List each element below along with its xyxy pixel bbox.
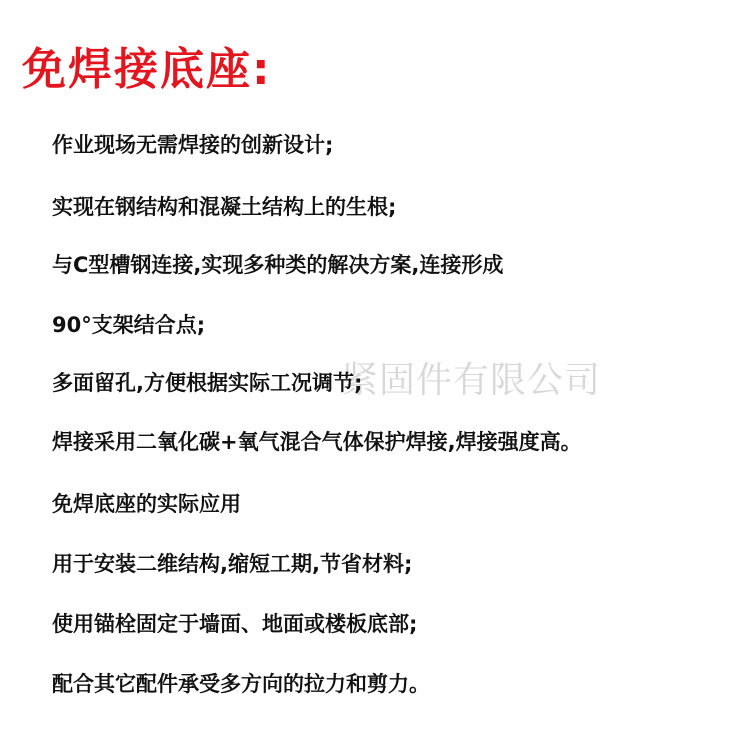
feature-line: 90°支架结合点; [52, 313, 206, 337]
watermark-text: 紧固件有限公司 [342, 360, 602, 401]
application-line: 用于安装二维结构,缩短工期,节省材料; [52, 552, 413, 576]
application-line: 使用锚栓固定于墙面、地面或楼板底部; [52, 612, 418, 636]
feature-line: 作业现场无需焊接的创新设计; [52, 133, 334, 157]
feature-line: 焊接采用二氧化碳+氧气混合气体保护焊接,焊接强度高。 [52, 430, 582, 454]
page-title: 免焊接底座: [22, 44, 272, 95]
section-heading: 免焊底座的实际应用 [52, 492, 241, 516]
feature-line: 与C型槽钢连接,实现多种类的解决方案,连接形成 [52, 253, 504, 277]
feature-line: 实现在钢结构和混凝土结构上的生根; [52, 195, 397, 219]
application-line: 配合其它配件承受多方向的拉力和剪力。 [52, 672, 430, 696]
feature-line: 多面留孔,方便根据实际工况调节; [52, 371, 363, 395]
